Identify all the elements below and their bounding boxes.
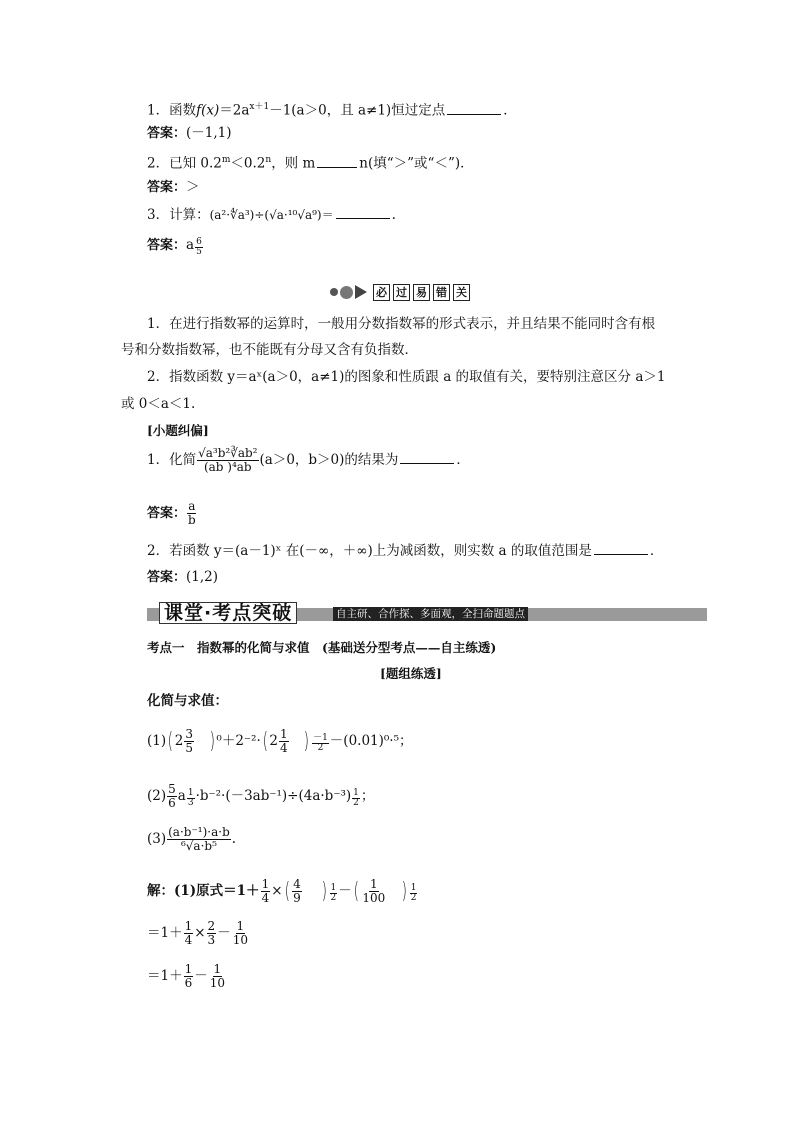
banner-title: 课堂·考点突破 (159, 602, 297, 624)
frac-den: 2 (410, 892, 417, 903)
answer-value: (－1,1) (186, 125, 232, 141)
q1-exponent: x＋1 (249, 102, 270, 112)
s2-prefix: ＝1＋ (147, 925, 183, 941)
e2-frac (167, 783, 177, 810)
answer-value: (1,2) (186, 569, 219, 585)
frac-num: 1 (279, 727, 288, 741)
s1-exponent-2 (410, 884, 418, 903)
answer-label: 答案： (147, 180, 187, 195)
q2-part-b: ＜0.2 (230, 155, 266, 172)
banner-char: 过 (393, 284, 410, 301)
frac-den: 9 (293, 891, 301, 905)
e3-denominator: ⁶√a·b⁵ (180, 839, 217, 853)
practice-1: 1．化简 $\frac{\text{√a³b²∛ab²}}{\text{(ab )⁴ab}}$ (a＞0，b＞0)的结果为 ． (147, 446, 470, 474)
section-banner-must-pass (330, 282, 473, 302)
frac-num: 1 (410, 882, 417, 893)
section-sub: [题组练透] (380, 666, 442, 681)
frac-num: 1 (330, 882, 337, 893)
section-intro: 化简与求值： (147, 693, 228, 709)
q1-prefix: 1．函数 (147, 102, 197, 119)
frac-num: 5 (168, 782, 176, 796)
s2-minus: － (217, 925, 231, 941)
s1-frac-a (261, 878, 271, 905)
exp-den: 5 (196, 246, 202, 257)
solution-label: 解：(1)原式＝1＋ (147, 883, 260, 899)
practice-2: 2．若函数 y＝(a－1)ˣ 在(－∞，＋∞)上为减函数，则实数 a 的取值范围是 ． (147, 543, 664, 559)
e2-part-d: ； (360, 788, 375, 804)
frac-den: 3 (187, 797, 194, 808)
q1-fx: f(x) (196, 102, 220, 119)
e1-part-c: －(0.01)⁰·⁵； (329, 733, 413, 749)
q2-m: m (221, 155, 231, 165)
question-3: 3．计算：(a²·∜a³)÷(√a·¹⁰√a⁹)＝ . (147, 207, 396, 223)
answer-blank (317, 154, 357, 168)
frac-num: 1 (184, 919, 193, 933)
paren: ( (284, 878, 290, 904)
answer-label: 答案： (147, 126, 187, 141)
banner-char: 易 (413, 284, 430, 301)
p2-text: 2．若函数 y＝(a－1)ˣ 在(－∞，＋∞)上为减函数，则实数 a 的取值范围是 (147, 543, 592, 559)
arrow-icon (355, 285, 367, 299)
answer-blank (336, 205, 390, 219)
q2-part-c: ，则 m (271, 155, 316, 172)
tip-2-line-1: 2．指数函数 y＝aˣ(a＞0，a≠1)的图象和性质跟 a 的取值有关，要特别注意区分 a＞1 (147, 369, 666, 385)
expression-1: (1)( 2 $\frac{3}{5}$ ) ⁰＋2⁻²·( 2 $\frac{1}{4}$ ) $\frac{-1}{2}$ －(0.01)⁰·⁵； (147, 727, 413, 755)
p1-numerator: √a³b²∛ab² (198, 446, 258, 460)
frac-den: 10 (209, 976, 226, 990)
answer-exponent (195, 238, 203, 257)
frac-den: 2 (317, 742, 324, 753)
frac-num: 1 (213, 962, 222, 976)
s1-exponent (330, 884, 338, 903)
frac-den: 2 (353, 797, 359, 808)
practice-label: [小题纠偏] (147, 423, 209, 438)
frac-den: 2 (330, 892, 337, 903)
question-1: 1．函数$f(x)=2a^{x+1}-1(a>0$，且 a≠1)恒过定点 ． (147, 102, 517, 119)
q2-part-a: 2．已知 0.2 (147, 155, 222, 172)
answer-2 (147, 178, 200, 197)
answer-fraction (187, 500, 197, 527)
q1-rest: －1(a＞0，且 a≠1)恒过定点 (269, 102, 446, 119)
frac-num: 1 (369, 877, 378, 891)
q1-eq: ＝2a (219, 102, 250, 119)
frac-den: 6 (184, 976, 193, 990)
e1-exponent (312, 734, 329, 753)
paren: ) (321, 878, 327, 904)
q3-expression: (a²·∜a³)÷(√a·¹⁰√a⁹)＝ (209, 208, 334, 222)
s1-frac-b (292, 878, 302, 905)
answer-blank (447, 101, 501, 115)
s3-frac-b (209, 963, 226, 990)
q3-prefix: 3．计算： (147, 207, 210, 223)
question-2 (147, 151, 474, 173)
paren: ( (262, 728, 268, 754)
s1-frac-c (361, 878, 386, 905)
frac-den: 4 (184, 933, 193, 947)
s3-frac-a (184, 963, 194, 990)
banner-char: 必 (373, 284, 390, 301)
frac-num: 1 (187, 787, 194, 798)
e2-base: a (177, 788, 186, 804)
practice-answer-1 (147, 500, 198, 527)
e2-part-c: ·b⁻²·(－3ab⁻¹)÷(4a·b⁻³) (195, 788, 352, 804)
answer-label: 答案： (147, 506, 187, 521)
solution-line-1 (147, 878, 418, 905)
s1-times: × (271, 883, 283, 899)
banner-char: 错 (433, 284, 450, 301)
banner-subtitle: 自主研、合作探、多面观，全扫命题题点 (333, 607, 528, 621)
paren: ) (401, 878, 407, 904)
e1-frac-a (184, 728, 194, 755)
paren: ( (167, 728, 173, 754)
frac-num: 1 (236, 919, 245, 933)
tip-2-line-2: 或 0＜a＜1. (121, 396, 196, 412)
frac-num: a (188, 499, 196, 513)
frac-num: 1 (261, 877, 270, 891)
frac-num: 1 (184, 962, 193, 976)
s2-frac-c (232, 920, 249, 947)
frac-num: 4 (293, 877, 301, 891)
p1-rest: (a＞0，b＞0)的结果为 (259, 452, 399, 468)
s2-times: × (194, 925, 206, 941)
frac-den: 4 (261, 891, 270, 905)
answer-base: a (186, 237, 195, 253)
exp-num: 6 (196, 236, 202, 247)
answer-value: ＞ (186, 179, 200, 195)
dot-icon (330, 288, 338, 296)
frac-den: 100 (362, 891, 386, 905)
frac-den: 4 (279, 741, 288, 755)
tip-1-line-1: 1．在进行指数幂的运算时，一般用分数指数幂的形式表示，并且结果不能同时含有根 (147, 316, 656, 332)
e1-label: (1) (147, 733, 167, 749)
frac-den: b (188, 513, 196, 527)
p1-prefix: 1．化简 (147, 452, 197, 468)
s2-frac-a (184, 920, 194, 947)
e3-fraction (167, 826, 231, 853)
dot-icon (340, 286, 353, 299)
expression-2 (147, 783, 374, 810)
frac-den: 5 (185, 741, 193, 755)
answer-label: 答案： (147, 238, 187, 253)
e1-frac-b (279, 728, 289, 755)
frac-den: 3 (207, 933, 216, 947)
s1-minus: － (338, 883, 352, 899)
e3-end: . (231, 831, 237, 847)
e1-part-b: ⁰＋2⁻²· (216, 733, 261, 749)
frac-num: 2 (207, 919, 216, 933)
frac-num: －1 (313, 732, 328, 743)
s3-minus: － (194, 968, 208, 984)
solution-line-3 (147, 963, 227, 990)
e2-exponent-2 (352, 789, 360, 808)
p1-fraction (197, 447, 258, 474)
tip-1-line-2: 号和分数指数幂，也不能既有分母又含有负指数． (121, 342, 418, 358)
p1-denominator: (ab )⁴ab (203, 460, 252, 474)
answer-label: 答案： (147, 570, 187, 585)
s3-prefix: ＝1＋ (147, 968, 183, 984)
s2-frac-b (207, 920, 217, 947)
answer-blank (400, 450, 454, 464)
paren: ) (209, 728, 215, 754)
solution-line-2 (147, 920, 250, 947)
answer-3 (147, 236, 204, 257)
frac-den: 10 (232, 933, 248, 947)
practice-answer-2 (147, 568, 218, 587)
e3-numerator: (a·b⁻¹)·a·b (168, 825, 230, 839)
paren: ) (304, 728, 310, 754)
q2-part-d: n(填“＞”或“＜”)． (359, 155, 474, 172)
e2-exponent (187, 789, 195, 808)
q2-n: n (265, 155, 272, 165)
e2-label: (2) (147, 788, 167, 804)
section-heading: 考点一 指数幂的化简与求值 (基础送分型考点——自主练透) (147, 640, 497, 655)
frac-num: 1 (353, 787, 359, 798)
paren: ( (353, 878, 359, 904)
banner-char: 关 (453, 284, 470, 301)
e3-label: (3) (147, 831, 167, 847)
expression-3 (147, 826, 236, 853)
section-banner-classroom (147, 602, 707, 624)
answer-1 (147, 124, 232, 143)
frac-num: 3 (185, 727, 193, 741)
answer-blank (594, 541, 648, 555)
frac-den: 6 (168, 796, 176, 810)
